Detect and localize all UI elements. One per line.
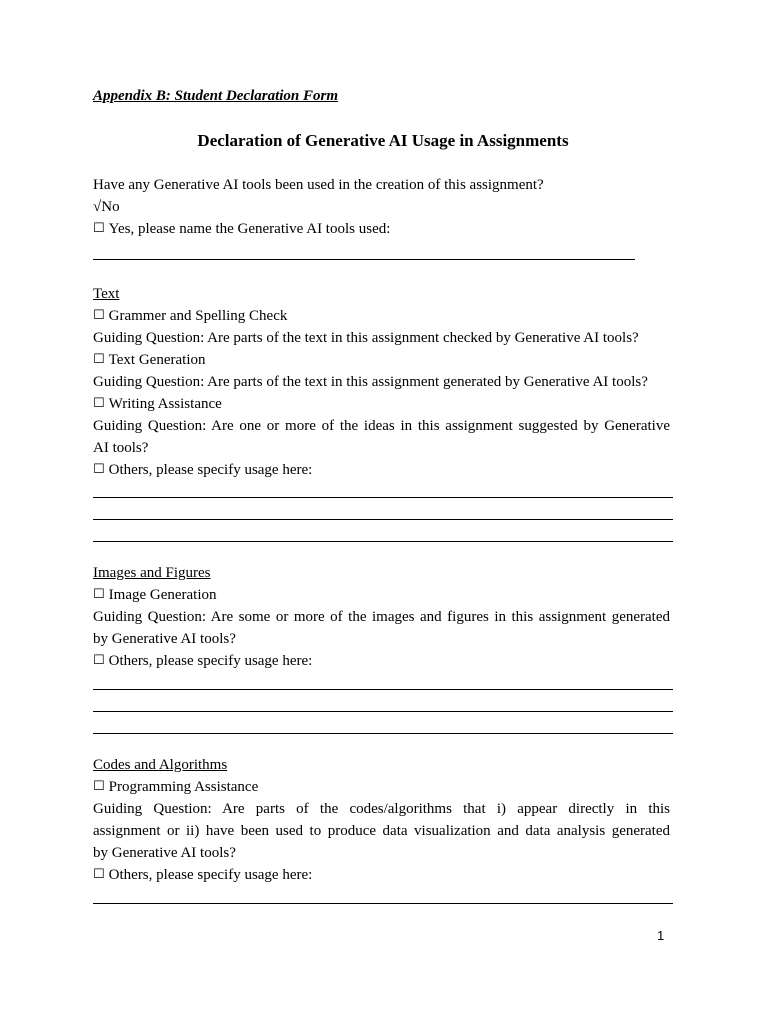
guiding-question-cont: assignment or ii) have been used to produce data visualization and data analysis generated (93, 823, 670, 839)
guiding-question: Guiding Question: Are parts of the text in this assignment generated by Generative AI tools? (93, 374, 648, 390)
option-label: Writing Assistance (108, 396, 222, 412)
option-label: Programming Assistance (108, 779, 259, 795)
checkbox-empty-icon[interactable]: ☐ (93, 653, 105, 668)
yes-option[interactable] (93, 218, 390, 241)
guiding-question: Guiding Question: Are some or more of the images and figures in this assignment generated (93, 609, 670, 625)
option-label: Grammer and Spelling Check (108, 308, 288, 324)
guiding-question-cont: by Generative AI tools? (93, 631, 236, 647)
option-label: Others, please specify usage here: (108, 653, 313, 669)
option-others[interactable] (93, 459, 312, 482)
usage-line[interactable] (93, 711, 673, 712)
usage-line[interactable] (93, 903, 673, 904)
usage-line[interactable] (93, 689, 673, 690)
section-heading-text: Text (93, 286, 120, 302)
form-title: Declaration of Generative AI Usage in Assignments (197, 131, 569, 150)
section-heading-images: Images and Figures (93, 565, 211, 581)
section-heading-codes: Codes and Algorithms (93, 757, 228, 773)
checkbox-empty-icon[interactable]: ☐ (93, 587, 105, 602)
guiding-question: Guiding Question: Are one or more of the ideas in this assignment suggested by Generative (93, 418, 670, 434)
usage-line[interactable] (93, 541, 673, 542)
checkbox-empty-icon[interactable]: ☐ (93, 352, 105, 367)
usage-line[interactable] (93, 497, 673, 498)
checkbox-empty-icon[interactable]: ☐ (93, 867, 105, 882)
yes-option-label: Yes, please name the Generative AI tools used: (108, 221, 391, 237)
option-label: Others, please specify usage here: (108, 462, 313, 478)
usage-line[interactable] (93, 733, 673, 734)
checkbox-empty-icon[interactable]: ☐ (93, 396, 105, 411)
option-grammar-check[interactable] (93, 305, 287, 328)
option-label: Others, please specify usage here: (108, 867, 313, 883)
option-label: Image Generation (108, 587, 217, 603)
usage-line[interactable] (93, 519, 673, 520)
no-option[interactable]: √No (93, 199, 120, 215)
option-image-generation[interactable] (93, 584, 217, 607)
guiding-question: Guiding Question: Are parts of the text in this assignment checked by Generative AI tools? (93, 330, 639, 346)
checkbox-empty-icon[interactable]: ☐ (93, 308, 105, 323)
checkbox-empty-icon[interactable]: ☐ (93, 462, 105, 477)
checkbox-empty-icon[interactable]: ☐ (93, 779, 105, 794)
guiding-question: Guiding Question: Are parts of the codes/algorithms that i) appear directly in this (93, 801, 670, 817)
option-programming-assistance[interactable] (93, 776, 258, 799)
page-number: 1 (657, 928, 665, 943)
tools-used-line[interactable] (93, 259, 635, 260)
option-others[interactable] (93, 650, 312, 673)
guiding-question-cont: AI tools? (93, 440, 149, 456)
ai-usage-question: Have any Generative AI tools been used in the creation of this assignment? (93, 177, 544, 193)
option-text-generation[interactable] (93, 349, 205, 372)
appendix-label: Appendix B: Student Declaration Form (93, 88, 339, 104)
option-others[interactable] (93, 864, 312, 887)
option-label: Text Generation (108, 352, 206, 368)
option-writing-assistance[interactable] (93, 393, 222, 416)
guiding-question-cont: by Generative AI tools? (93, 845, 236, 861)
checkbox-empty-icon[interactable]: ☐ (93, 221, 105, 236)
